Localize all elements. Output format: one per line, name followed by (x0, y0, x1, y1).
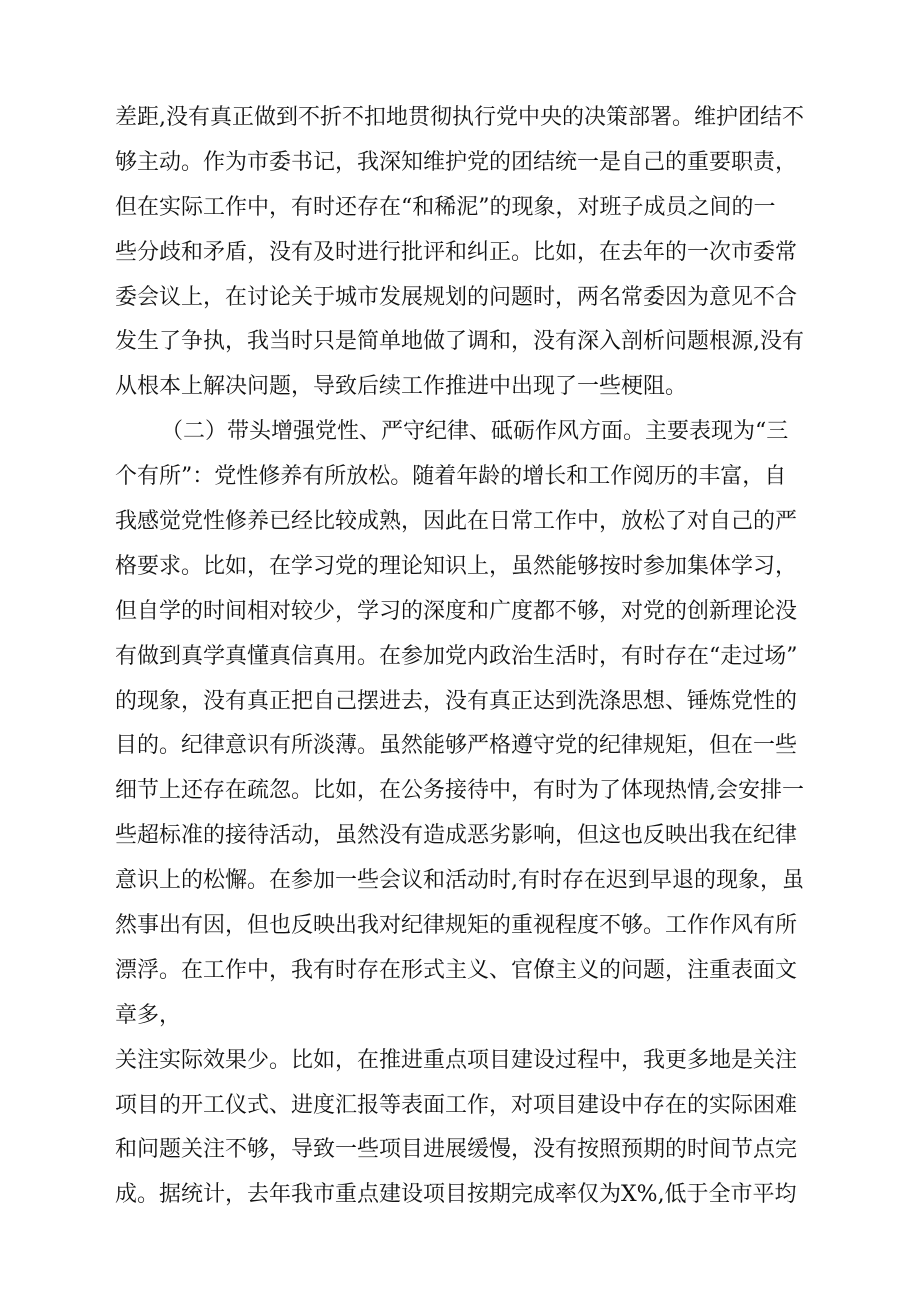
text-line: 目的。纪律意识有所淡薄。虽然能够严格遵守党的纪律规矩，但在一些 (115, 733, 798, 759)
text-line: 我感觉党性修养已经比较成熟，因此在日常工作中，放松了对自己的严 (115, 509, 798, 535)
text-line: 有做到真学真懂真信真用。在参加党内政治生活时，有时存在“走过场” (115, 643, 798, 669)
text-line: 格要求。比如，在学习党的理论知识上，虽然能够按时参加集体学习， (115, 553, 798, 579)
text-line: 发生了争执，我当时只是简单地做了调和，没有深入剖析问题根源,没有 (115, 329, 804, 355)
text-line: 委会议上，在讨论关于城市发展规划的问题时，两名常委因为意见不合 (115, 284, 798, 310)
body-text (115, 96, 835, 1218)
text-line: 成。据统计，去年我市重点建设项目按期完成率仅为X%,低于全市平均 (115, 1182, 797, 1208)
text-line: 个有所”：党性修养有所放松。随着年龄的增长和工作阅历的丰富，自 (115, 464, 787, 490)
text-line: 够主动。作为市委书记，我深知维护党的团结统一是自己的重要职责， (115, 149, 798, 175)
text-line: 项目的开工仪式、进度汇报等表面工作，对项目建设中存在的实际困难 (115, 1092, 798, 1118)
text-line: 和问题关注不够，导致一些项目进展缓慢，没有按照预期的时间节点完 (115, 1137, 798, 1163)
text-line: 差距,没有真正做到不折不扣地贯彻执行党中央的决策部署。维护团结不 (115, 105, 804, 130)
text-line: 的现象，没有真正把自己摆进去，没有真正达到洗涤思想、锤炼党性的 (115, 688, 798, 714)
text-line: 从根本上解决问题，导致后续工作推进中出现了一些梗阻。 (115, 374, 688, 400)
text-line: 漂浮。在工作中，我有时存在形式主义、官僚主义的问题，注重表面文 (115, 957, 798, 983)
text-line: 些超标准的接待活动，虽然没有造成恶劣影响，但这也反映出我在纪律 (115, 823, 798, 849)
text-line: 但自学的时间相对较少，学习的深度和广度都不够，对党的创新理论没 (115, 598, 798, 624)
text-line: 但在实际工作中，有时还存在“和稀泥”的现象，对班子成员之间的一 (115, 194, 776, 220)
text-line: 然事出有因，但也反映出我对纪律规矩的重视程度不够。工作作风有所 (115, 913, 798, 939)
text-line: 意识上的松懈。在参加一些会议和活动时,有时存在迟到早退的现象，虽 (115, 868, 804, 894)
text-line: 关注实际效果少。比如，在推进重点项目建设过程中，我更多地是关注 (115, 1047, 798, 1073)
text-line: 章多， (115, 1002, 182, 1028)
text-line: 细节上还存在疏忽。比如，在公务接待中，有时为了体现热情,会安排一 (115, 778, 804, 804)
section-heading-line: （二）带头增强党性、严守纪律、砥砺作风方面。主要表现为“三 (161, 419, 789, 445)
text-line: 些分歧和矛盾，没有及时进行批评和纠正。比如，在去年的一次市委常 (115, 239, 798, 265)
